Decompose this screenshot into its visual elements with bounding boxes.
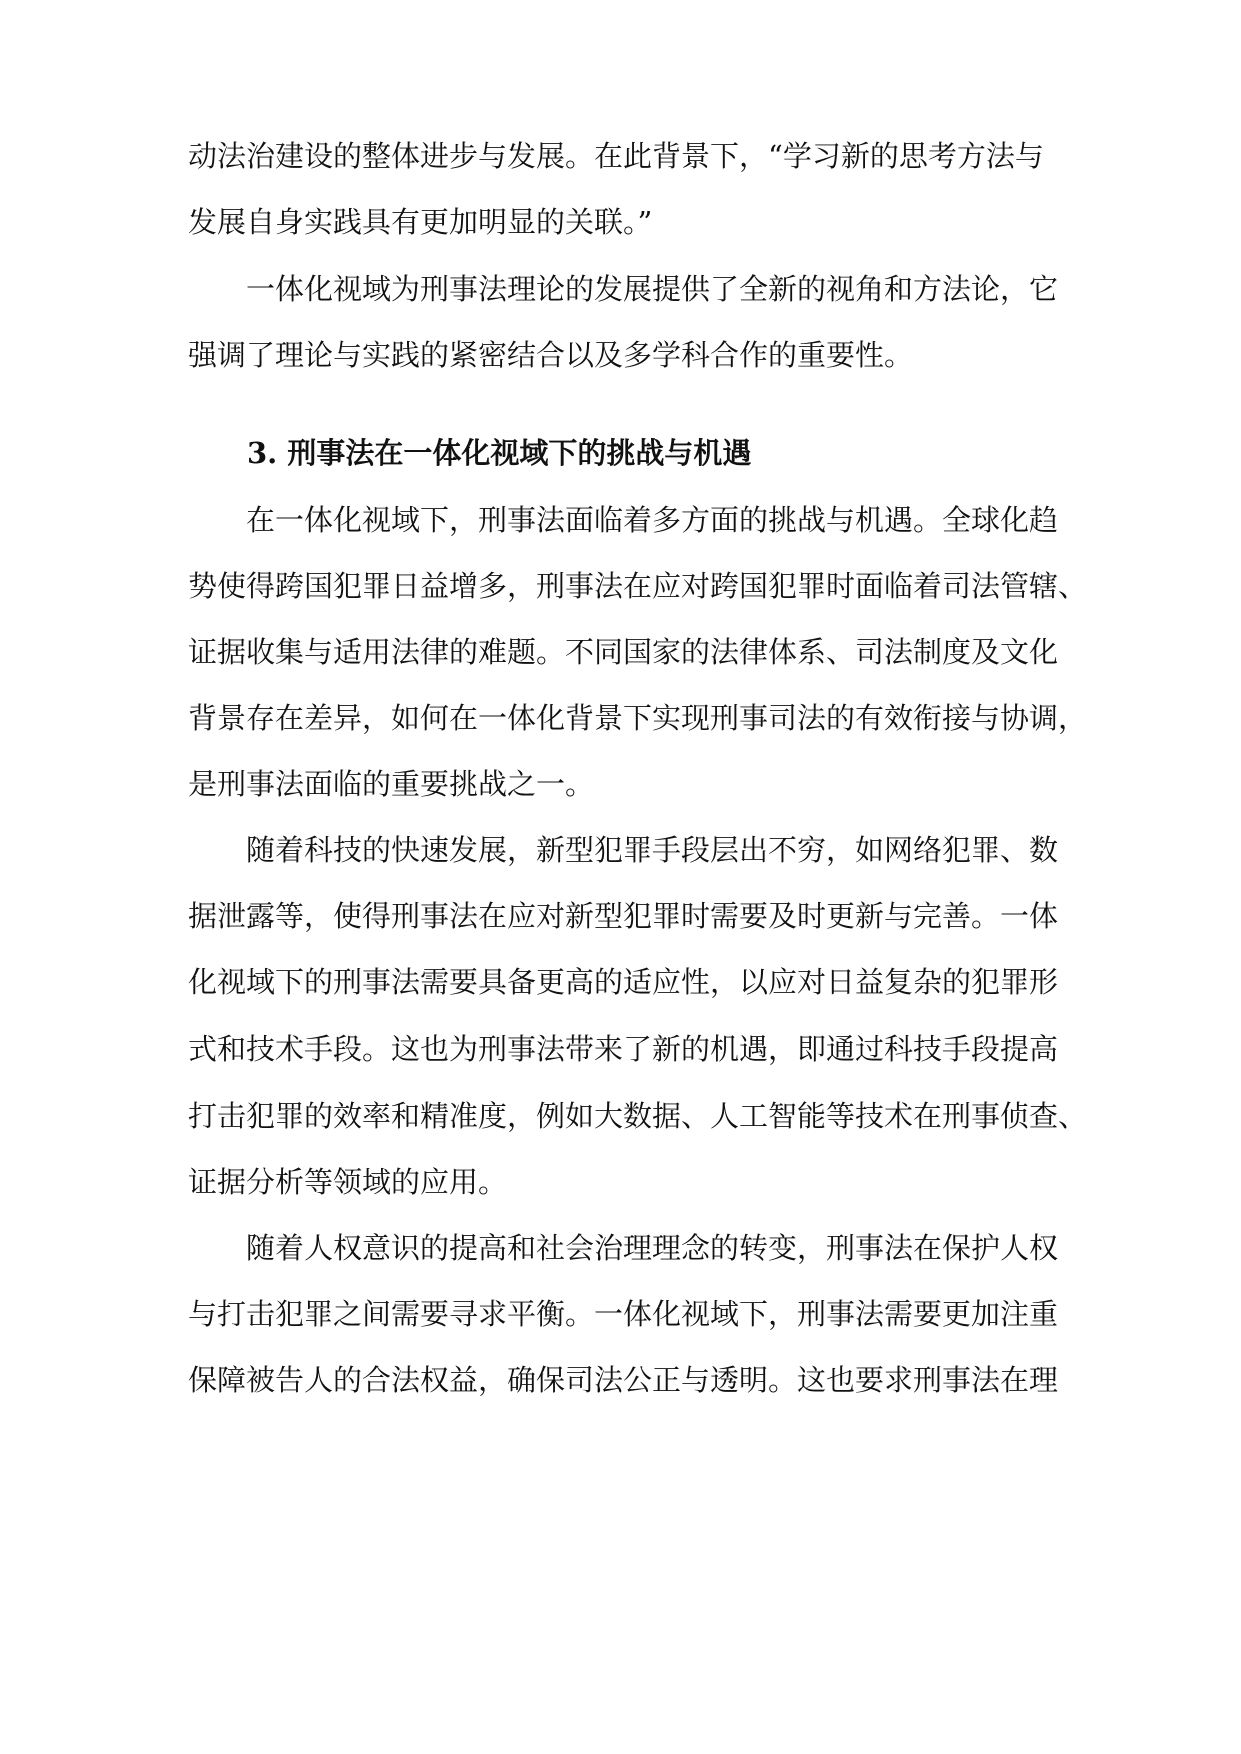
paragraph-line: 强调了理论与实践的紧密结合以及多学科合作的重要性。 — [188, 338, 914, 372]
paragraph-line: 打击犯罪的效率和精准度，例如大数据、人工智能等技术在刑事侦查、 — [188, 1099, 1088, 1133]
paragraph-line: 随着科技的快速发展，新型犯罪手段层出不穷，如网络犯罪、数 — [246, 833, 1059, 867]
paragraph-line: 发展自身实践具有更加明显的关联。” — [188, 205, 653, 239]
paragraph-line: 是刑事法面临的重要挑战之一。 — [188, 767, 595, 801]
paragraph-line: 一体化视域为刑事法理论的发展提供了全新的视角和方法论，它 — [246, 272, 1059, 306]
paragraph-line: 据泄露等，使得刑事法在应对新型犯罪时需要及时更新与完善。一体 — [188, 899, 1059, 933]
paragraph-line: 背景存在差异，如何在一体化背景下实现刑事司法的有效衔接与协调， — [188, 701, 1088, 735]
paragraph-line: 保障被告人的合法权益，确保司法公正与透明。这也要求刑事法在理 — [188, 1363, 1059, 1397]
paragraph-line: 证据收集与适用法律的难题。不同国家的法律体系、司法制度及文化 — [188, 635, 1059, 669]
paragraph-line: 动法治建设的整体进步与发展。在此背景下，“学习新的思考方法与 — [188, 139, 1044, 173]
paragraph-line: 式和技术手段。这也为刑事法带来了新的机遇，即通过科技手段提高 — [188, 1032, 1059, 1066]
paragraph-line: 势使得跨国犯罪日益增多，刑事法在应对跨国犯罪时面临着司法管辖、 — [188, 569, 1088, 603]
section-heading: 3. 刑事法在一体化视域下的挑战与机遇 — [247, 436, 752, 470]
paragraph-line: 随着人权意识的提高和社会治理理念的转变，刑事法在保护人权 — [246, 1231, 1059, 1265]
paragraph-line: 在一体化视域下，刑事法面临着多方面的挑战与机遇。全球化趋 — [246, 503, 1059, 537]
paragraph-line: 化视域下的刑事法需要具备更高的适应性，以应对日益复杂的犯罪形 — [188, 965, 1059, 999]
paragraph-line: 证据分析等领域的应用。 — [188, 1165, 508, 1199]
paragraph-line: 与打击犯罪之间需要寻求平衡。一体化视域下，刑事法需要更加注重 — [188, 1297, 1059, 1331]
